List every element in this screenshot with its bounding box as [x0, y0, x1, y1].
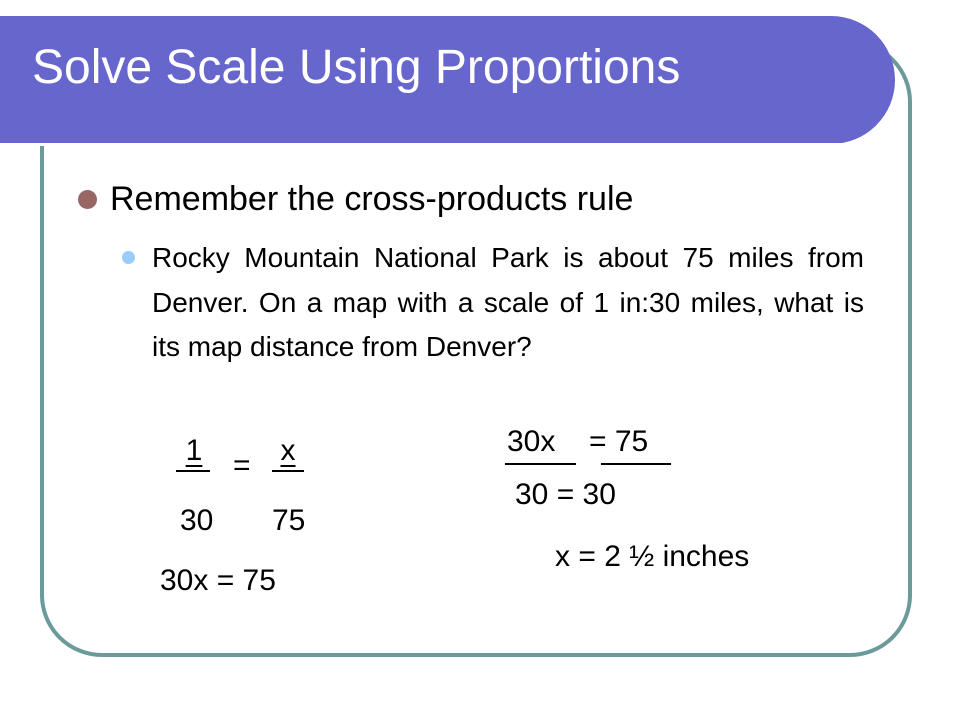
solution-top-rhs: = 75	[589, 425, 649, 458]
cross-product-equation: 30x = 75	[160, 564, 276, 597]
ratio-denominator-1: 30	[180, 504, 214, 537]
divide-bar-left	[505, 463, 576, 465]
solution-answer: x = 2 ½ inches	[555, 540, 750, 573]
slide-title: Solve Scale Using Proportions	[32, 41, 681, 94]
ratio-numerator-1: 1	[185, 434, 203, 467]
ratio-equals-sign: =	[233, 449, 251, 482]
bullet-dot-level1	[78, 190, 97, 209]
bullet-text-level1: Remember the cross-products rule	[110, 180, 634, 218]
solution-divide-line: 30 = 30	[515, 478, 616, 511]
divide-bar-right	[601, 463, 671, 465]
fraction-bar-2	[272, 470, 304, 472]
ratio-denominator-2: 75	[272, 504, 306, 537]
title-underline	[0, 143, 848, 146]
ratio-numerator-2: x	[280, 434, 296, 467]
fraction-bar-1	[176, 470, 210, 472]
solution-top-lhs: 30x	[507, 425, 556, 458]
bullet-text-level2: Rocky Mountain National Park is about 75 miles from Denver. On a map with a scale of 1 in:30 miles, what is its map distance from Denver?	[152, 242, 864, 362]
bullet-dot-level2	[122, 251, 135, 264]
